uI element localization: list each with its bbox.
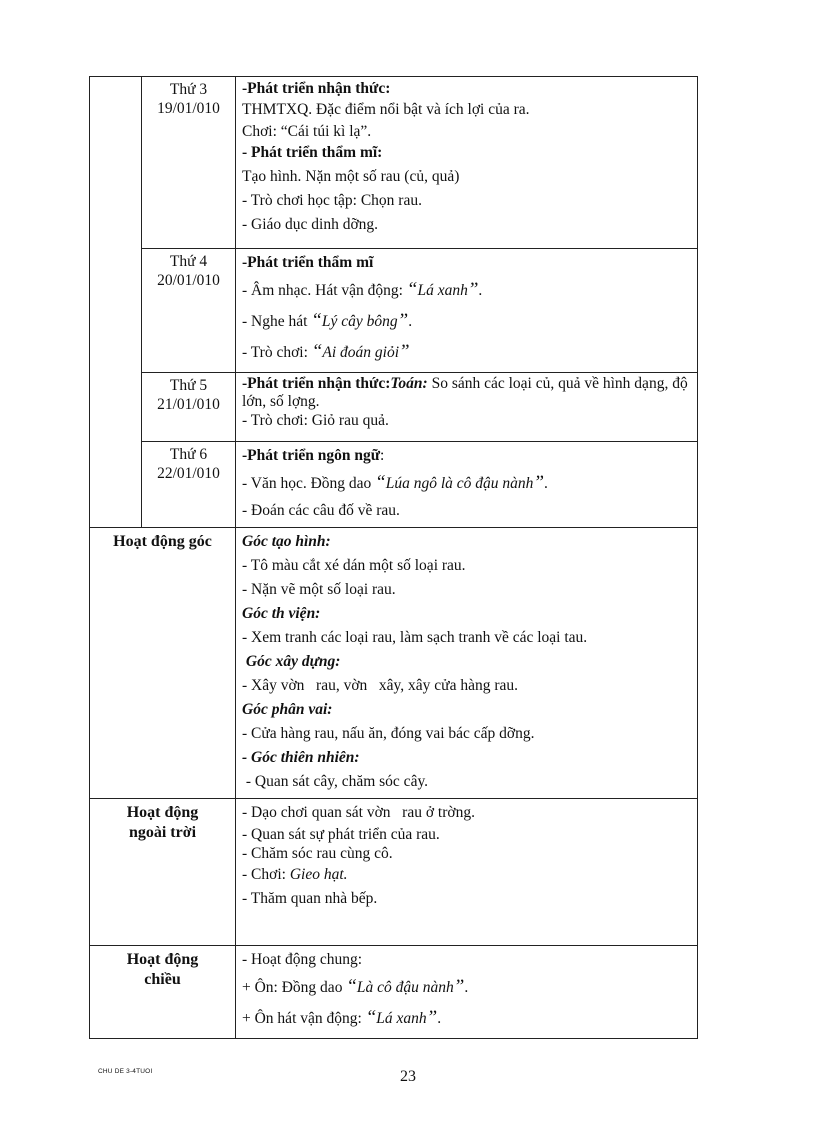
text-line: - Trò chơi học tập: Chọn rau. [242, 192, 422, 209]
text-line: + Ôn hát vận động: “Lá xanh”. [242, 1007, 442, 1028]
day-date: 22/01/010 [157, 465, 220, 482]
corner-heading: - Góc thiên nhiên: [242, 749, 360, 766]
listen-prefix: - Nghe hát [242, 313, 312, 330]
song-title: “Lá xanh” [406, 279, 479, 300]
game-prefix: - Trò chơi: [242, 344, 312, 361]
text-line: - Hoạt động chung: [242, 951, 363, 968]
text-line [242, 375, 692, 411]
day-row-thu-5 [90, 373, 698, 442]
heading: -Phát triển nhận thức: [242, 375, 391, 392]
text-line: - Trò chơi: Giỏ rau quả. [242, 412, 389, 429]
heading: - Phát triển thẩm mĩ: [242, 144, 383, 161]
text-line: THMTXQ. Đặc điểm nổi bật và ích lợi của ra. [242, 101, 530, 118]
day-label: Thứ 5 [169, 377, 208, 394]
lit-prefix: - Văn học. Đồng dao [242, 475, 376, 492]
game-title-text: Ai đoán giỏi [322, 344, 399, 361]
day-cell [142, 373, 236, 442]
corner-heading: Góc phân vai: [242, 701, 333, 718]
afternoon-content [236, 946, 698, 1039]
text-line: - Quan sát cây, chăm sóc cây. [242, 773, 429, 790]
text-line: - Dạo chơi quan sát vờn rau ở trờng. [242, 804, 475, 821]
text-line: - Nặn vẽ một số loại rau. [242, 581, 396, 598]
text-line [242, 337, 692, 368]
footer-doc-label: CHU DE 3-4TUOI [98, 1068, 153, 1075]
corner-content [236, 528, 698, 799]
day-row-thu-3 [90, 77, 698, 249]
text-line: + Ôn: Đồng dao “Là cô đậu nành”. [242, 976, 469, 997]
lit-title: “Lúa ngô là cô đậu nành” [375, 472, 545, 493]
text-line: - Chăm sóc rau cùng cô. [242, 845, 393, 862]
heading: -Phát triển nhận thức: [242, 80, 391, 97]
text-line: Chơi: “Cái túi kì lạ”. [242, 123, 372, 140]
song-title: “Lý cây bông” [311, 310, 409, 331]
activity-label [90, 799, 236, 946]
day-content [236, 373, 698, 442]
day-content [236, 249, 698, 373]
text-line: Tạo hình. Nặn một số rau (củ, quả) [242, 168, 460, 185]
day-label: Thứ 3 [169, 81, 208, 98]
review-prefix: + Ôn: Đồng dao [242, 979, 347, 996]
text-line: - Đoán các câu đố về rau. [242, 502, 400, 519]
subject: Toán: [390, 375, 428, 392]
text-line: - Giáo dục dinh dỡng. [242, 216, 379, 233]
corner-heading: Góc xây dựng: [242, 653, 341, 670]
day-content [236, 442, 698, 528]
text-line [242, 863, 692, 887]
game-title: “Ai đoán giỏi” [311, 341, 410, 362]
day-cell [142, 77, 236, 249]
day-row-thu-4 [90, 249, 698, 373]
outdoor-activity-row [90, 799, 698, 946]
song-title-text: Lý cây bông [321, 313, 398, 330]
heading: -Phát triển thẩm mĩ [242, 254, 374, 271]
day-cell [142, 249, 236, 373]
review-prefix: + Ôn hát vận động: [242, 1010, 366, 1027]
review-title: “Là cô đậu nành” [346, 976, 465, 997]
day-row-thu-6 [90, 442, 698, 528]
review-title-text: Là cô đậu nành [356, 979, 454, 996]
play-prefix: - Chơi: [242, 866, 290, 883]
text-line: - Xây vờn rau, vờn xây, xây cửa hàng rau. [242, 677, 519, 694]
day-date: 21/01/010 [157, 396, 220, 413]
day-date: 19/01/010 [157, 100, 220, 117]
activity-label-text: Hoạt động ngoài trời [126, 804, 199, 841]
activity-label: Hoạt động góc [90, 528, 236, 799]
text-line: - Xem tranh các loại rau, làm sạch tranh về các loại tau. [242, 629, 588, 646]
day-cell [142, 442, 236, 528]
lit-title-text: Lúa ngô là cô đậu nành [385, 475, 534, 492]
heading: -Phát triển ngôn ngữ [242, 447, 381, 464]
text-line: - Văn học. Đồng dao “Lúa ngô là cô đậu nành”. [242, 472, 548, 493]
lesson-text: So sánh các loại củ, quả về hình dạng, độ lớn, số lợng. [242, 375, 688, 410]
blank-cell [90, 77, 142, 528]
text-line: - Âm nhạc. Hát vận động: “Lá xanh”. [242, 279, 483, 300]
corner-heading: Góc th viện: [242, 605, 321, 622]
day-label: Thứ 6 [169, 446, 208, 463]
day-label: Thứ 4 [169, 253, 208, 270]
review-title-text: Lá xanh [376, 1010, 427, 1027]
review-title: “Lá xanh” [365, 1007, 438, 1028]
outdoor-content [236, 799, 698, 946]
text-line: - Cửa hàng rau, nấu ăn, đóng vai bác cấp dỡng. [242, 725, 535, 742]
page-number: 23 [400, 1068, 416, 1085]
song-title-text: Lá xanh [417, 282, 468, 299]
music-prefix: - Âm nhạc. Hát vận động: [242, 282, 407, 299]
day-content [236, 77, 698, 249]
colon: : [380, 447, 385, 464]
activity-label [90, 946, 236, 1039]
afternoon-activity-row [90, 946, 698, 1039]
text-line: - Thăm quan nhà bếp. [242, 890, 378, 907]
corner-activity-row [90, 528, 698, 799]
corner-heading: Góc tạo hình: [242, 533, 331, 550]
text-line: - Quan sát sự phát triển của rau. [242, 826, 440, 843]
text-line [242, 444, 692, 468]
text-line: - Tô màu cắt xé dán một số loại rau. [242, 557, 466, 574]
activity-label-text: Hoạt động chiều [126, 951, 199, 988]
text-line: - Nghe hát “Lý cây bông”. [242, 310, 413, 331]
day-date: 20/01/010 [157, 272, 220, 289]
schedule-table [89, 76, 698, 1039]
play-name: Gieo hạt. [289, 866, 348, 883]
